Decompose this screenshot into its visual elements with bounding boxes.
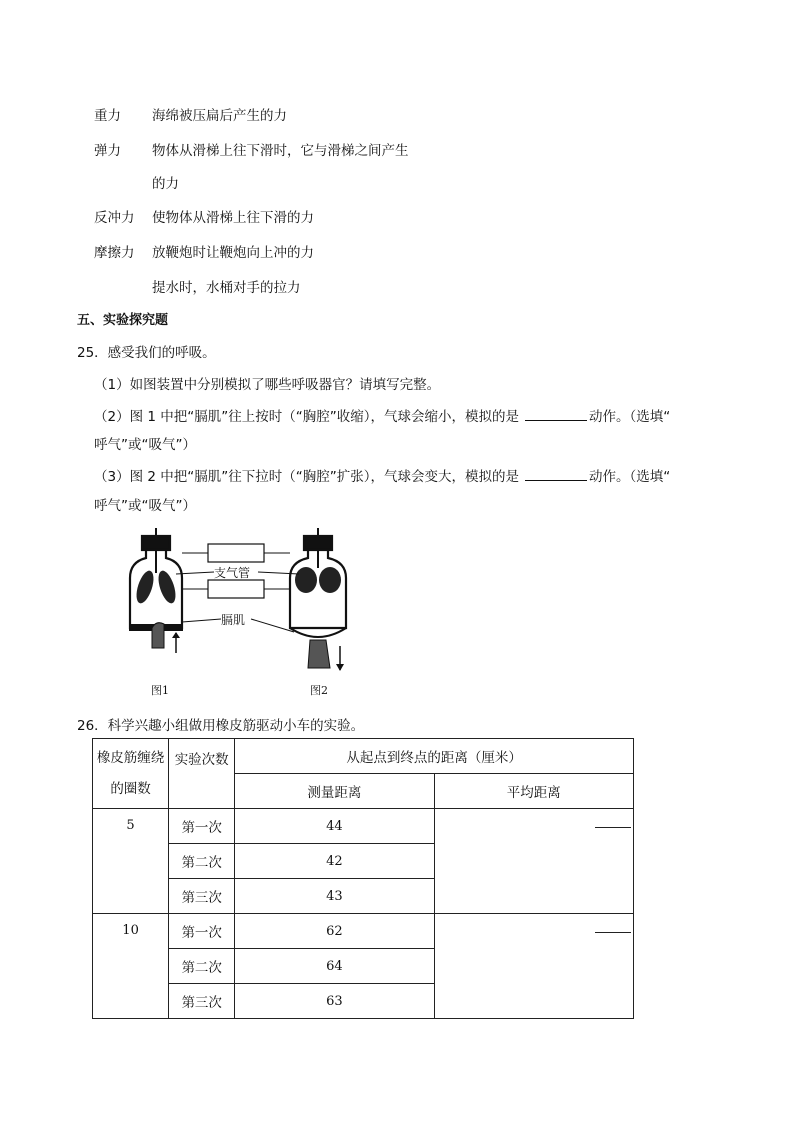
- label-box-1: [208, 544, 264, 562]
- measured-cell: 62: [235, 914, 434, 949]
- header-turns: [93, 739, 169, 809]
- measured-cell: 44: [235, 809, 434, 844]
- turns-cell: 10: [93, 914, 169, 1019]
- header-measured: 测量距离: [235, 774, 434, 809]
- match-right-4: 放鞭炮时让鞭炮向上冲的力: [152, 245, 314, 261]
- q25-part2-text: （2）图 1 中把“膈肌”往上按时（“胸腔”收缩），气球会缩小，模拟的是: [94, 409, 519, 425]
- jar2-stopper: [304, 536, 332, 550]
- label-trachea: 支气管: [214, 566, 251, 580]
- trial-cell: 第一次: [169, 809, 235, 844]
- q25-part3-blank[interactable]: [525, 467, 587, 481]
- jar1-lungs: [133, 550, 179, 605]
- header-turns-line1: 橡皮筋缠绕: [96, 749, 165, 766]
- q25-part3: [94, 465, 670, 485]
- measured-cell: 63: [235, 984, 434, 1019]
- match-left-1: 重力: [94, 108, 121, 124]
- q25-part2: [94, 405, 670, 425]
- average-cell-10[interactable]: [434, 914, 633, 1019]
- q25-part3-text: （3）图 2 中把“膈肌”往下拉时（“胸腔”扩张），气球会变大，模拟的是: [94, 469, 519, 485]
- table-row: [93, 809, 634, 844]
- trial-cell: 第二次: [169, 949, 235, 984]
- trial-cell: 第二次: [169, 844, 235, 879]
- q26-title: 26．科学兴趣小组做用橡皮筋驱动小车的实验。: [77, 718, 365, 734]
- trial-cell: 第一次: [169, 914, 235, 949]
- match-left-3: 反冲力: [94, 210, 135, 226]
- lung-model-svg: [94, 528, 374, 700]
- header-trial: 实验次数: [169, 739, 235, 809]
- q25-title: 25．感受我们的呼吸。: [77, 345, 216, 361]
- match-right-5: 提水时，水桶对手的拉力: [152, 280, 301, 296]
- jar2-diaphragm: [290, 628, 346, 637]
- measured-cell: 64: [235, 949, 434, 984]
- q25-part2-blank[interactable]: [525, 407, 587, 421]
- q25-part3-options: 呼气”或“吸气”）: [94, 498, 196, 514]
- turns-cell: 5: [93, 809, 169, 914]
- jar1-stopper: [142, 536, 170, 550]
- jar-1: [130, 528, 182, 628]
- trial-cell: 第三次: [169, 879, 235, 914]
- match-left-2: 弹力: [94, 143, 121, 159]
- fig2-caption: 图2: [310, 684, 328, 697]
- match-right-3: 使物体从滑梯上往下滑的力: [152, 210, 314, 226]
- header-distance: 从起点到终点的距离（厘米）: [235, 739, 634, 774]
- q25-part3-tail: 动作。（选填“: [589, 469, 671, 485]
- section-title: 五、实验探究题: [77, 313, 169, 328]
- lung-model-figure: [94, 528, 374, 700]
- jar1-hand: [152, 623, 164, 648]
- average-blank: [595, 932, 631, 933]
- match-right-2: 物体从滑梯上往下滑时，它与滑梯之间产生: [152, 143, 409, 159]
- label-box-2: [208, 580, 264, 598]
- average-blank: [595, 827, 631, 828]
- table-header-row-1: [93, 739, 634, 774]
- table-row: [93, 914, 634, 949]
- results-table: [92, 738, 634, 1019]
- match-right-2-cont: 的力: [152, 176, 179, 192]
- match-left-4: 摩擦力: [94, 245, 135, 261]
- header-turns-line2: 的圈数: [110, 780, 151, 797]
- measured-cell: 42: [235, 844, 434, 879]
- q25-part2-options: 呼气”或“吸气”）: [94, 437, 196, 453]
- label-diaphragm: 膈肌: [221, 613, 246, 627]
- average-cell-5[interactable]: [434, 809, 633, 914]
- header-average: 平均距离: [434, 774, 633, 809]
- fig1-caption: 图1: [151, 684, 169, 697]
- trial-cell: 第三次: [169, 984, 235, 1019]
- q25-part1: （1）如图装置中分别模拟了哪些呼吸器官？请填写完整。: [94, 377, 441, 393]
- match-right-1: 海绵被压扁后产生的力: [152, 108, 287, 124]
- measured-cell: 43: [235, 879, 434, 914]
- jar2-lungs: [295, 550, 341, 593]
- jar2-hand: [308, 640, 330, 668]
- q25-part2-tail: 动作。（选填“: [589, 409, 671, 425]
